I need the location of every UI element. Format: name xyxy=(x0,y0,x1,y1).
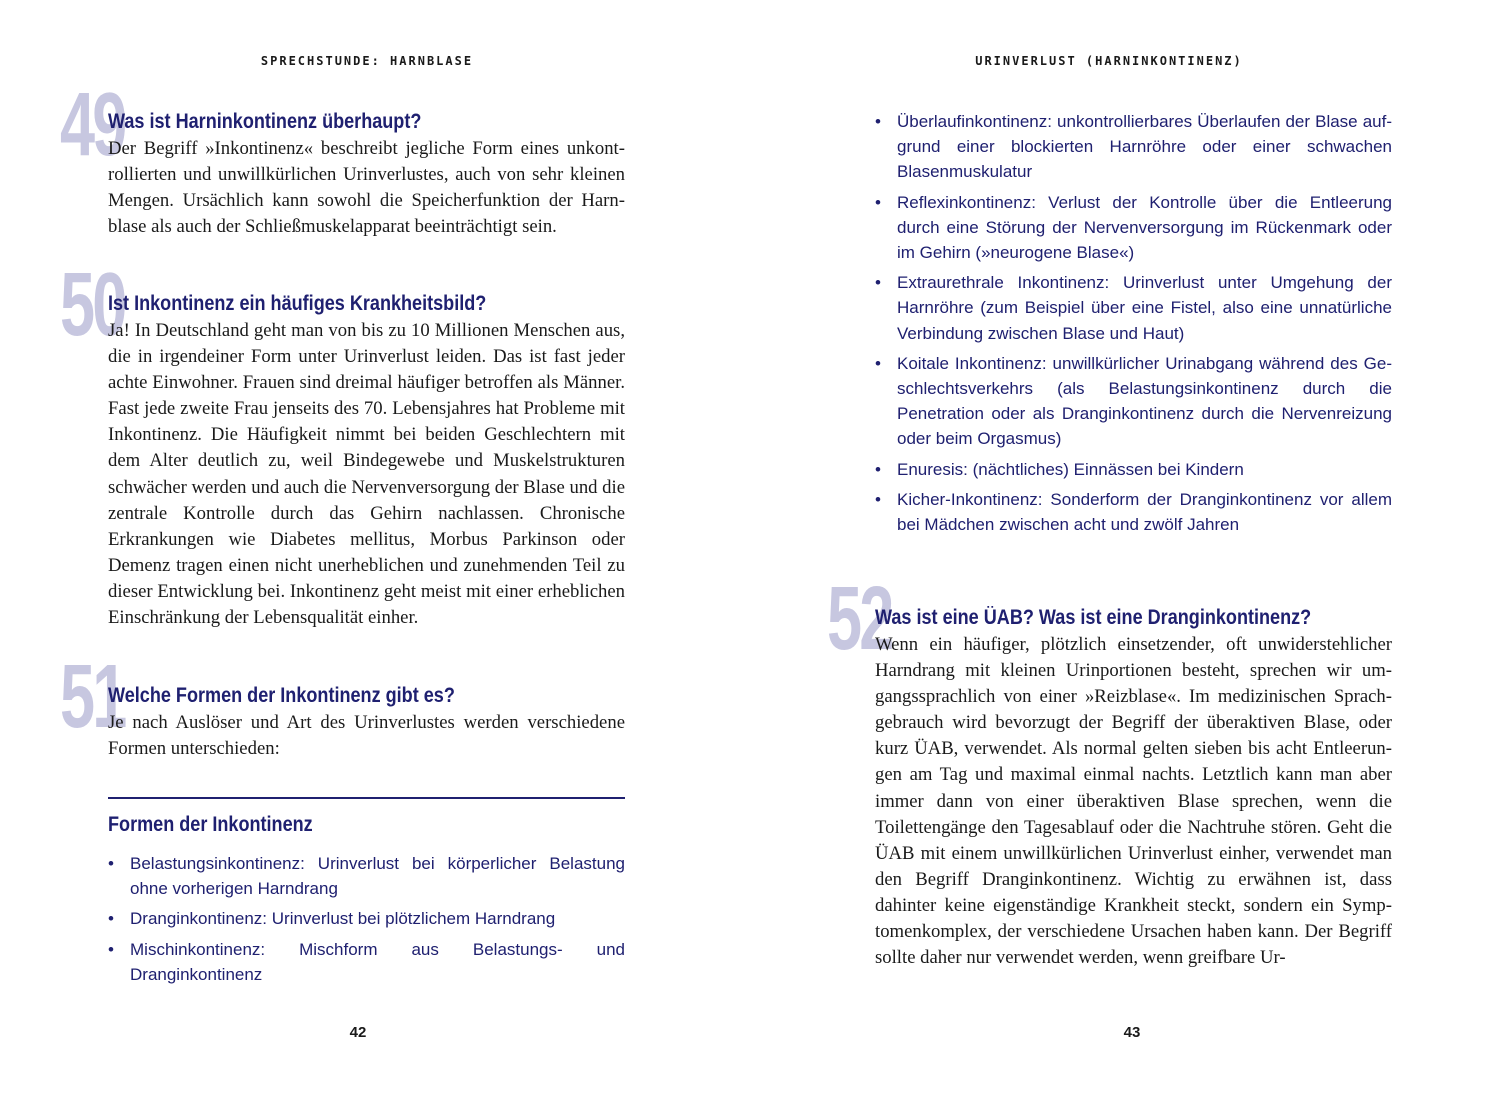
list-item: • Dranginkontinenz: Urinverlust bei plötzlichem Harndrang xyxy=(108,909,556,929)
page-number-right: 43 xyxy=(1123,1024,1141,1041)
answer-text-52: Wenn ein häufiger, plötzlich einsetzender, oft unwiderstehlicher Harndrang mit kleinen Urinportionen besteht, sprechen wir umgangssprachlich von einer »Reizblase«. Im medizinischen Sprachgebrauch wird bevorzugt der Begriff der überaktiven Blase, oder kurz ÜAB, verwendet. Als normal gelten sieben bis acht Entleerungen am Tag und maximal einmal nachts. Letztlich kann man aber immer dann von einer überaktiven Blase sprechen, wenn die Toilettengänge den Tagesablauf oder die Nachtruhe stören. Geht die ÜAB mit einem unwillkürlichen Urinverlust einher, verwendet man den Begriff Dranginkontinenz. Wichtig zu erwähnen ist, dass dahinter keine eigenständige Krankheit steckt, sondern ein Symptomenkomplex, der verschiedene Ursachen haben kann. Der Begriff sollte daher nur verwendet werden, wenn greifbare Ur- xyxy=(875,634,1392,969)
section-51 xyxy=(60,647,625,762)
answer-text-49: Der Begriff »Inkontinenz« beschreibt jegliche Form eines unkontrollierten und unwillkürlichen Urinverlustes, auch von sehr kleinen Mengen. Ursächlich kann sowohl die Speicherfunktion der Harnblase als auch der Schließmuskelapparat beeinträchtigt sein. xyxy=(108,138,625,238)
question-title-52: Was ist eine ÜAB? Was ist eine Dranginkontinenz? xyxy=(875,606,1312,629)
running-head-right: URINVERLUST (HARNINKONTINENZ) xyxy=(975,54,1243,68)
list-item: • Extraurethrale Inkontinenz: Urinverlust unter Umgehung der Harnröhre (zum Beispiel über eine Fistel, also eine unnatürliche Verbindung zwischen Blase und Haut) xyxy=(875,273,1392,343)
answer-text-51: Je nach Auslöser und Art des Urinverlustes werden verschiedene Formen unterschieden: xyxy=(108,712,625,760)
answer-text-50: Ja! In Deutschland geht man von bis zu 10 Millionen Menschen aus, die in irgendeiner Form unter Urinverlust leiden. Das ist fast jeder achte Einwohner. Frauen sind dreimal häufiger betroffen als Männer. Fast jede zweite Frau jenseits des 70. Lebensjahres hat Probleme mit Inkontinenz. Die Häufigkeit nimmt bei beiden Geschlechtern mit dem Alter deutlich zu, weil Bindegewebe und Muskelstrukturen schwächer werden und auch die Nervenversorgung der Blase und die zentrale Kontrolle durch das Gehirn nachlassen. Chronische Erkrankungen wie Diabetes mellitus, Morbus Parkinson oder Demenz tragen einen nicht unerheblichen und zunehmenden Teil zu dieser Entwicklung bei. Inkontinenz geht meist mit einer erheblichen Einschränkung der Lebensqualität einher. xyxy=(108,320,626,629)
section-49 xyxy=(60,75,625,240)
right-page xyxy=(750,0,1500,1097)
box-title: Formen der Inkontinenz xyxy=(108,813,313,836)
list-item: • Koitale Inkontinenz: unwillkürlicher Urinabgang während des Geschlechtsverkehrs (als Belastungsinkontinenz durch die Penetration oder als Dranginkontinenz durch die Nervenreizung oder beim Orgasmus) xyxy=(875,353,1392,449)
list-item: • Mischinkontinenz: Mischform aus Belastungs- und Dranginkontinenz xyxy=(108,939,625,984)
question-title-49: Was ist Harninkontinenz überhaupt? xyxy=(108,110,422,133)
list-item: • Enuresis: (nächtliches) Einnässen bei Kindern xyxy=(875,459,1244,479)
list-item: • Kicher-Inkontinenz: Sonderform der Dranginkontinenz vor allem bei Mädchen zwischen acht und zwölf Jahren xyxy=(875,489,1392,535)
incontinence-forms-list xyxy=(108,851,625,992)
list-item: • Belastungsinkontinenz: Urinverlust bei körperlicher Belastung ohne vorherigen Harndrang xyxy=(108,854,625,899)
question-number-51: 51 xyxy=(60,647,125,747)
page-number-left: 42 xyxy=(349,1024,367,1041)
question-number-50: 50 xyxy=(60,255,125,355)
question-title-51: Welche Formen der Inkontinenz gibt es? xyxy=(108,684,455,707)
question-title-50: Ist Inkontinenz ein häufiges Krankheitsbild? xyxy=(108,292,487,315)
incontinence-forms-list-continued xyxy=(875,109,1392,542)
list-item: • Überlaufinkontinenz: unkontrollierbares Überlaufen der Blase aufgrund einer blockierten Harnröhre oder einer schwachen Blasenmuskulatur xyxy=(875,112,1392,182)
list-item: • Reflexinkontinenz: Verlust der Kontrolle über die Entleerung durch eine Störung der Nervenversorgung im Rückenmark oder im Gehirn (»neurogene Blase«) xyxy=(875,192,1392,263)
section-50 xyxy=(60,255,626,631)
question-number-52: 52 xyxy=(827,569,892,669)
question-number-49: 49 xyxy=(60,75,125,175)
box-divider xyxy=(108,797,625,799)
section-52 xyxy=(827,569,1392,971)
running-head-left: SPRECHSTUNDE: HARNBLASE xyxy=(260,54,474,68)
